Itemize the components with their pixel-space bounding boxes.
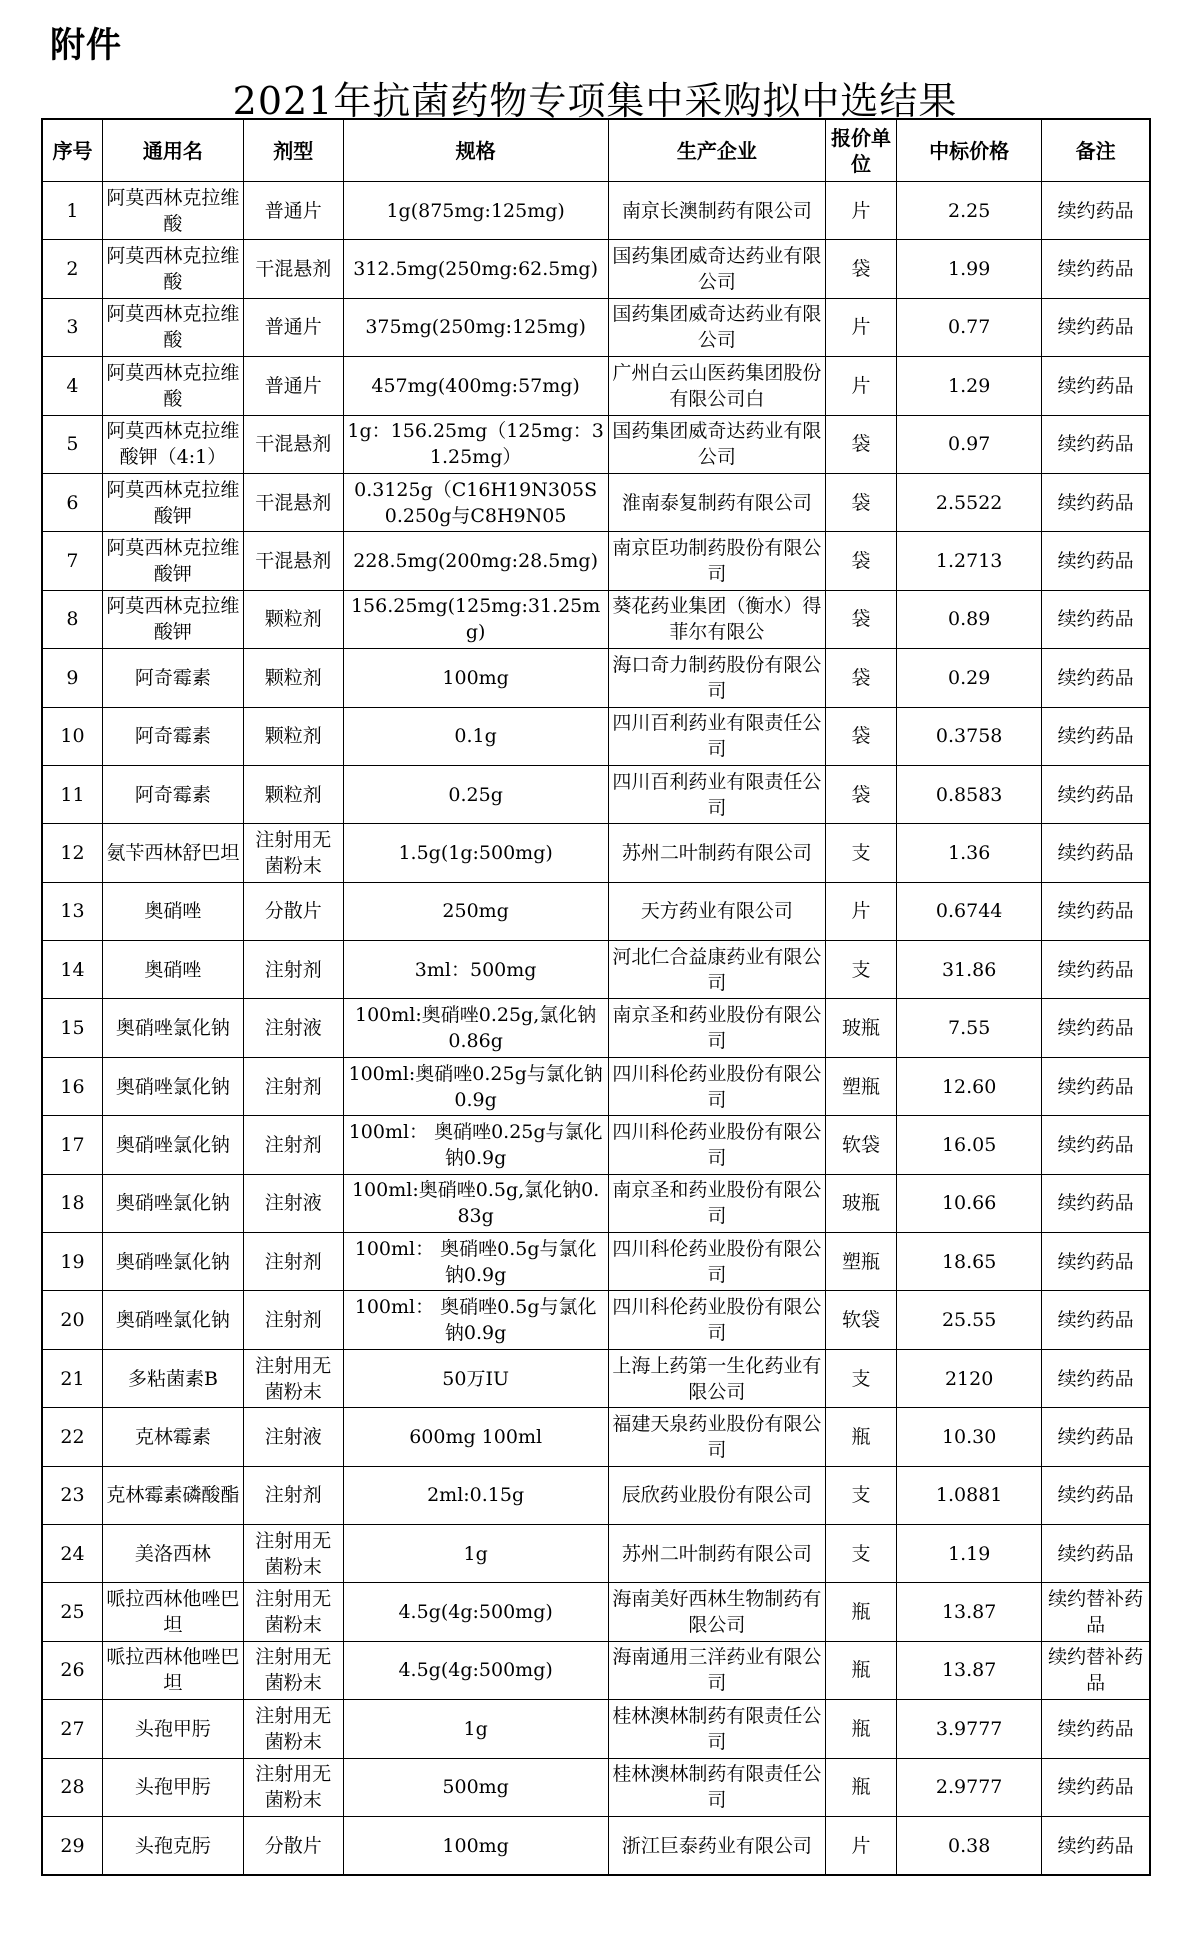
remark-cell: 续约药品 [1042, 882, 1150, 940]
generic-name-cell: 奥硝唑氯化钠 [102, 1057, 243, 1115]
header-dosage-form: 剂型 [243, 119, 343, 182]
price-cell: 13.87 [897, 1641, 1042, 1699]
specification-cell: 100ml： 奥硝唑0.5g与氯化钠0.9g [343, 1233, 608, 1291]
specification-cell: 100ml:奥硝唑0.5g,氯化钠0.83g [343, 1174, 608, 1232]
manufacturer-cell: 广州白云山医药集团股份有限公司白 [608, 357, 825, 415]
unit-cell: 片 [826, 1816, 897, 1875]
attachment-label: 附件 [50, 26, 123, 66]
header-remark: 备注 [1042, 119, 1150, 182]
specification-cell: 1g(875mg:125mg) [343, 182, 608, 240]
remark-cell: 续约替补药品 [1042, 1583, 1150, 1641]
remark-cell: 续约替补药品 [1042, 1641, 1150, 1699]
row-index-cell: 10 [42, 707, 102, 765]
remark-cell: 续约药品 [1042, 941, 1150, 999]
table-row [42, 1116, 1150, 1174]
dosage-form-cell: 颗粒剂 [243, 707, 343, 765]
specification-cell: 1g：156.25mg（125mg：31.25mg） [343, 415, 608, 473]
unit-cell: 支 [826, 941, 897, 999]
specification-cell: 1g [343, 1700, 608, 1758]
generic-name-cell: 头孢甲肟 [102, 1700, 243, 1758]
dosage-form-cell: 注射液 [243, 1174, 343, 1232]
dosage-form-cell: 干混悬剂 [243, 473, 343, 531]
row-index-cell: 6 [42, 473, 102, 531]
unit-cell: 瓶 [826, 1758, 897, 1816]
unit-cell: 塑瓶 [826, 1057, 897, 1115]
dosage-form-cell: 普通片 [243, 357, 343, 415]
table-row [42, 298, 1150, 356]
dosage-form-cell: 颗粒剂 [243, 649, 343, 707]
row-index-cell: 20 [42, 1291, 102, 1349]
row-index-cell: 5 [42, 415, 102, 473]
row-index-cell: 2 [42, 240, 102, 298]
specification-cell: 0.25g [343, 765, 608, 823]
specification-cell: 250mg [343, 882, 608, 940]
remark-cell: 续约药品 [1042, 1524, 1150, 1582]
remark-cell: 续约药品 [1042, 532, 1150, 590]
dosage-form-cell: 普通片 [243, 182, 343, 240]
table-row [42, 1700, 1150, 1758]
table-row [42, 182, 1150, 240]
dosage-form-cell: 颗粒剂 [243, 765, 343, 823]
manufacturer-cell: 苏州二叶制药有限公司 [608, 824, 825, 882]
specification-cell: 600mg 100ml [343, 1408, 608, 1466]
generic-name-cell: 头孢甲肟 [102, 1758, 243, 1816]
generic-name-cell: 阿莫西林克拉维酸钾 [102, 590, 243, 648]
remark-cell: 续约药品 [1042, 765, 1150, 823]
unit-cell: 软袋 [826, 1291, 897, 1349]
table-row [42, 532, 1150, 590]
dosage-form-cell: 注射剂 [243, 1466, 343, 1524]
remark-cell: 续约药品 [1042, 357, 1150, 415]
remark-cell: 续约药品 [1042, 1816, 1150, 1875]
table-row [42, 590, 1150, 648]
row-index-cell: 25 [42, 1583, 102, 1641]
generic-name-cell: 奥硝唑 [102, 882, 243, 940]
manufacturer-cell: 四川科伦药业股份有限公司 [608, 1233, 825, 1291]
specification-cell: 4.5g(4g:500mg) [343, 1641, 608, 1699]
remark-cell: 续约药品 [1042, 1758, 1150, 1816]
row-index-cell: 18 [42, 1174, 102, 1232]
manufacturer-cell: 南京长澳制药有限公司 [608, 182, 825, 240]
row-index-cell: 24 [42, 1524, 102, 1582]
dosage-form-cell: 注射用无菌粉末 [243, 1583, 343, 1641]
generic-name-cell: 哌拉西林他唑巴坦 [102, 1583, 243, 1641]
row-index-cell: 21 [42, 1349, 102, 1407]
generic-name-cell: 氨苄西林舒巴坦 [102, 824, 243, 882]
unit-cell: 袋 [826, 765, 897, 823]
specification-cell: 1g [343, 1524, 608, 1582]
table-row [42, 240, 1150, 298]
price-cell: 7.55 [897, 999, 1042, 1057]
price-cell: 12.60 [897, 1057, 1042, 1115]
row-index-cell: 17 [42, 1116, 102, 1174]
generic-name-cell: 阿莫西林克拉维酸钾 [102, 473, 243, 531]
table-row [42, 707, 1150, 765]
dosage-form-cell: 注射液 [243, 999, 343, 1057]
specification-cell: 3ml：500mg [343, 941, 608, 999]
unit-cell: 塑瓶 [826, 1233, 897, 1291]
specification-cell: 228.5mg(200mg:28.5mg) [343, 532, 608, 590]
table-row [42, 1233, 1150, 1291]
table-row [42, 1057, 1150, 1115]
dosage-form-cell: 注射剂 [243, 941, 343, 999]
manufacturer-cell: 河北仁合益康药业有限公司 [608, 941, 825, 999]
manufacturer-cell: 海口奇力制药股份有限公司 [608, 649, 825, 707]
generic-name-cell: 阿奇霉素 [102, 707, 243, 765]
specification-cell: 500mg [343, 1758, 608, 1816]
remark-cell: 续约药品 [1042, 473, 1150, 531]
unit-cell: 瓶 [826, 1408, 897, 1466]
specification-cell: 100ml:奥硝唑0.25g与氯化钠0.9g [343, 1057, 608, 1115]
remark-cell: 续约药品 [1042, 240, 1150, 298]
price-cell: 1.36 [897, 824, 1042, 882]
dosage-form-cell: 干混悬剂 [243, 240, 343, 298]
table-row [42, 1291, 1150, 1349]
dosage-form-cell: 普通片 [243, 298, 343, 356]
unit-cell: 支 [826, 1349, 897, 1407]
unit-cell: 袋 [826, 707, 897, 765]
unit-cell: 片 [826, 357, 897, 415]
generic-name-cell: 哌拉西林他唑巴坦 [102, 1641, 243, 1699]
header-row [42, 119, 1150, 182]
manufacturer-cell: 天方药业有限公司 [608, 882, 825, 940]
manufacturer-cell: 海南通用三洋药业有限公司 [608, 1641, 825, 1699]
table-row [42, 765, 1150, 823]
unit-cell: 玻瓶 [826, 999, 897, 1057]
specification-cell: 100mg [343, 1816, 608, 1875]
price-cell: 1.19 [897, 1524, 1042, 1582]
row-index-cell: 1 [42, 182, 102, 240]
price-cell: 1.2713 [897, 532, 1042, 590]
price-cell: 10.30 [897, 1408, 1042, 1466]
unit-cell: 片 [826, 182, 897, 240]
specification-cell: 1.5g(1g:500mg) [343, 824, 608, 882]
dosage-form-cell: 分散片 [243, 1816, 343, 1875]
manufacturer-cell: 辰欣药业股份有限公司 [608, 1466, 825, 1524]
generic-name-cell: 奥硝唑氯化钠 [102, 1233, 243, 1291]
row-index-cell: 26 [42, 1641, 102, 1699]
row-index-cell: 13 [42, 882, 102, 940]
price-cell: 2.5522 [897, 473, 1042, 531]
specification-cell: 4.5g(4g:500mg) [343, 1583, 608, 1641]
header-manufacturer: 生产企业 [608, 119, 825, 182]
specification-cell: 50万IU [343, 1349, 608, 1407]
manufacturer-cell: 南京臣功制药股份有限公司 [608, 532, 825, 590]
price-cell: 0.77 [897, 298, 1042, 356]
specification-cell: 100ml:奥硝唑0.25g,氯化钠0.86g [343, 999, 608, 1057]
generic-name-cell: 阿奇霉素 [102, 649, 243, 707]
remark-cell: 续约药品 [1042, 1057, 1150, 1115]
price-cell: 1.99 [897, 240, 1042, 298]
table-row [42, 1466, 1150, 1524]
row-index-cell: 8 [42, 590, 102, 648]
generic-name-cell: 多粘菌素B [102, 1349, 243, 1407]
generic-name-cell: 阿莫西林克拉维酸钾（4:1） [102, 415, 243, 473]
manufacturer-cell: 福建天泉药业股份有限公司 [608, 1408, 825, 1466]
generic-name-cell: 奥硝唑 [102, 941, 243, 999]
unit-cell: 瓶 [826, 1641, 897, 1699]
dosage-form-cell: 注射剂 [243, 1233, 343, 1291]
table-row [42, 824, 1150, 882]
price-cell: 2.25 [897, 182, 1042, 240]
unit-cell: 支 [826, 1524, 897, 1582]
remark-cell: 续约药品 [1042, 1700, 1150, 1758]
generic-name-cell: 阿莫西林克拉维酸 [102, 240, 243, 298]
specification-cell: 0.3125g（C16H19N305S 0.250g与C8H9N05 [343, 473, 608, 531]
manufacturer-cell: 葵花药业集团（衡水）得菲尔有限公 [608, 590, 825, 648]
remark-cell: 续约药品 [1042, 1233, 1150, 1291]
table-row [42, 415, 1150, 473]
generic-name-cell: 克林霉素 [102, 1408, 243, 1466]
manufacturer-cell: 四川科伦药业股份有限公司 [608, 1291, 825, 1349]
table-row [42, 882, 1150, 940]
price-cell: 0.6744 [897, 882, 1042, 940]
results-table [41, 118, 1151, 1876]
row-index-cell: 28 [42, 1758, 102, 1816]
row-index-cell: 12 [42, 824, 102, 882]
generic-name-cell: 阿莫西林克拉维酸 [102, 182, 243, 240]
header-generic-name: 通用名 [102, 119, 243, 182]
unit-cell: 支 [826, 824, 897, 882]
header-price: 中标价格 [897, 119, 1042, 182]
table-row [42, 357, 1150, 415]
manufacturer-cell: 上海上药第一生化药业有限公司 [608, 1349, 825, 1407]
remark-cell: 续约药品 [1042, 1466, 1150, 1524]
specification-cell: 156.25mg(125mg:31.25mg) [343, 590, 608, 648]
table-row [42, 1408, 1150, 1466]
row-index-cell: 22 [42, 1408, 102, 1466]
dosage-form-cell: 干混悬剂 [243, 532, 343, 590]
manufacturer-cell: 南京圣和药业股份有限公司 [608, 999, 825, 1057]
price-cell: 10.66 [897, 1174, 1042, 1232]
row-index-cell: 14 [42, 941, 102, 999]
dosage-form-cell: 注射剂 [243, 1116, 343, 1174]
dosage-form-cell: 注射剂 [243, 1057, 343, 1115]
table-row [42, 473, 1150, 531]
specification-cell: 100ml： 奥硝唑0.5g与氯化钠0.9g [343, 1291, 608, 1349]
price-cell: 1.29 [897, 357, 1042, 415]
remark-cell: 续约药品 [1042, 415, 1150, 473]
dosage-form-cell: 注射剂 [243, 1291, 343, 1349]
manufacturer-cell: 桂林澳林制药有限责任公司 [608, 1700, 825, 1758]
unit-cell: 袋 [826, 532, 897, 590]
table-row [42, 1524, 1150, 1582]
remark-cell: 续约药品 [1042, 590, 1150, 648]
unit-cell: 片 [826, 882, 897, 940]
row-index-cell: 29 [42, 1816, 102, 1875]
unit-cell: 瓶 [826, 1583, 897, 1641]
header-index: 序号 [42, 119, 102, 182]
row-index-cell: 15 [42, 999, 102, 1057]
remark-cell: 续约药品 [1042, 1116, 1150, 1174]
table-body [42, 182, 1150, 1876]
manufacturer-cell: 浙江巨泰药业有限公司 [608, 1816, 825, 1875]
generic-name-cell: 阿奇霉素 [102, 765, 243, 823]
generic-name-cell: 奥硝唑氯化钠 [102, 999, 243, 1057]
specification-cell: 100ml： 奥硝唑0.25g与氯化钠0.9g [343, 1116, 608, 1174]
dosage-form-cell: 注射液 [243, 1408, 343, 1466]
price-cell: 2120 [897, 1349, 1042, 1407]
row-index-cell: 4 [42, 357, 102, 415]
dosage-form-cell: 分散片 [243, 882, 343, 940]
manufacturer-cell: 国药集团威奇达药业有限公司 [608, 240, 825, 298]
row-index-cell: 23 [42, 1466, 102, 1524]
generic-name-cell: 头孢克肟 [102, 1816, 243, 1875]
manufacturer-cell: 苏州二叶制药有限公司 [608, 1524, 825, 1582]
generic-name-cell: 奥硝唑氯化钠 [102, 1174, 243, 1232]
remark-cell: 续约药品 [1042, 999, 1150, 1057]
manufacturer-cell: 南京圣和药业股份有限公司 [608, 1174, 825, 1232]
table-row [42, 999, 1150, 1057]
row-index-cell: 7 [42, 532, 102, 590]
price-cell: 0.29 [897, 649, 1042, 707]
price-cell: 0.89 [897, 590, 1042, 648]
row-index-cell: 9 [42, 649, 102, 707]
unit-cell: 袋 [826, 415, 897, 473]
remark-cell: 续约药品 [1042, 707, 1150, 765]
specification-cell: 457mg(400mg:57mg) [343, 357, 608, 415]
generic-name-cell: 克林霉素磷酸酯 [102, 1466, 243, 1524]
manufacturer-cell: 四川科伦药业股份有限公司 [608, 1116, 825, 1174]
specification-cell: 312.5mg(250mg:62.5mg) [343, 240, 608, 298]
row-index-cell: 16 [42, 1057, 102, 1115]
unit-cell: 袋 [826, 649, 897, 707]
manufacturer-cell: 国药集团威奇达药业有限公司 [608, 415, 825, 473]
specification-cell: 375mg(250mg:125mg) [343, 298, 608, 356]
remark-cell: 续约药品 [1042, 298, 1150, 356]
price-cell: 16.05 [897, 1116, 1042, 1174]
header-unit: 报价单位 [826, 119, 897, 182]
table-row [42, 1349, 1150, 1407]
price-cell: 18.65 [897, 1233, 1042, 1291]
table-row [42, 1583, 1150, 1641]
dosage-form-cell: 注射用无菌粉末 [243, 1641, 343, 1699]
price-cell: 13.87 [897, 1583, 1042, 1641]
dosage-form-cell: 颗粒剂 [243, 590, 343, 648]
generic-name-cell: 阿莫西林克拉维酸 [102, 357, 243, 415]
document-title: 2021年抗菌药物专项集中采购拟中选结果 [232, 79, 958, 123]
row-index-cell: 27 [42, 1700, 102, 1758]
table-row [42, 1816, 1150, 1875]
generic-name-cell: 阿莫西林克拉维酸钾 [102, 532, 243, 590]
dosage-form-cell: 注射用无菌粉末 [243, 1524, 343, 1582]
row-index-cell: 19 [42, 1233, 102, 1291]
generic-name-cell: 阿莫西林克拉维酸 [102, 298, 243, 356]
specification-cell: 0.1g [343, 707, 608, 765]
manufacturer-cell: 四川百利药业有限责任公司 [608, 707, 825, 765]
dosage-form-cell: 干混悬剂 [243, 415, 343, 473]
dosage-form-cell: 注射用无菌粉末 [243, 1700, 343, 1758]
manufacturer-cell: 国药集团威奇达药业有限公司 [608, 298, 825, 356]
price-cell: 31.86 [897, 941, 1042, 999]
price-cell: 2.9777 [897, 1758, 1042, 1816]
unit-cell: 袋 [826, 240, 897, 298]
table-row [42, 1758, 1150, 1816]
remark-cell: 续约药品 [1042, 1174, 1150, 1232]
price-cell: 0.3758 [897, 707, 1042, 765]
unit-cell: 片 [826, 298, 897, 356]
manufacturer-cell: 淮南泰复制药有限公司 [608, 473, 825, 531]
dosage-form-cell: 注射用无菌粉末 [243, 824, 343, 882]
dosage-form-cell: 注射用无菌粉末 [243, 1349, 343, 1407]
table-row [42, 649, 1150, 707]
manufacturer-cell: 海南美好西林生物制药有限公司 [608, 1583, 825, 1641]
price-cell: 1.0881 [897, 1466, 1042, 1524]
price-cell: 25.55 [897, 1291, 1042, 1349]
unit-cell: 支 [826, 1466, 897, 1524]
remark-cell: 续约药品 [1042, 182, 1150, 240]
remark-cell: 续约药品 [1042, 649, 1150, 707]
unit-cell: 袋 [826, 590, 897, 648]
specification-cell: 100mg [343, 649, 608, 707]
remark-cell: 续约药品 [1042, 824, 1150, 882]
generic-name-cell: 美洛西林 [102, 1524, 243, 1582]
table-row [42, 1174, 1150, 1232]
generic-name-cell: 奥硝唑氯化钠 [102, 1291, 243, 1349]
manufacturer-cell: 桂林澳林制药有限责任公司 [608, 1758, 825, 1816]
table-row [42, 941, 1150, 999]
header-specification: 规格 [343, 119, 608, 182]
manufacturer-cell: 四川科伦药业股份有限公司 [608, 1057, 825, 1115]
manufacturer-cell: 四川百利药业有限责任公司 [608, 765, 825, 823]
unit-cell: 袋 [826, 473, 897, 531]
price-cell: 0.8583 [897, 765, 1042, 823]
table-row [42, 1641, 1150, 1699]
price-cell: 0.97 [897, 415, 1042, 473]
dosage-form-cell: 注射用无菌粉末 [243, 1758, 343, 1816]
remark-cell: 续约药品 [1042, 1291, 1150, 1349]
unit-cell: 玻瓶 [826, 1174, 897, 1232]
price-cell: 3.9777 [897, 1700, 1042, 1758]
remark-cell: 续约药品 [1042, 1349, 1150, 1407]
specification-cell: 2ml:0.15g [343, 1466, 608, 1524]
remark-cell: 续约药品 [1042, 1408, 1150, 1466]
row-index-cell: 3 [42, 298, 102, 356]
row-index-cell: 11 [42, 765, 102, 823]
unit-cell: 软袋 [826, 1116, 897, 1174]
unit-cell: 瓶 [826, 1700, 897, 1758]
price-cell: 0.38 [897, 1816, 1042, 1875]
generic-name-cell: 奥硝唑氯化钠 [102, 1116, 243, 1174]
